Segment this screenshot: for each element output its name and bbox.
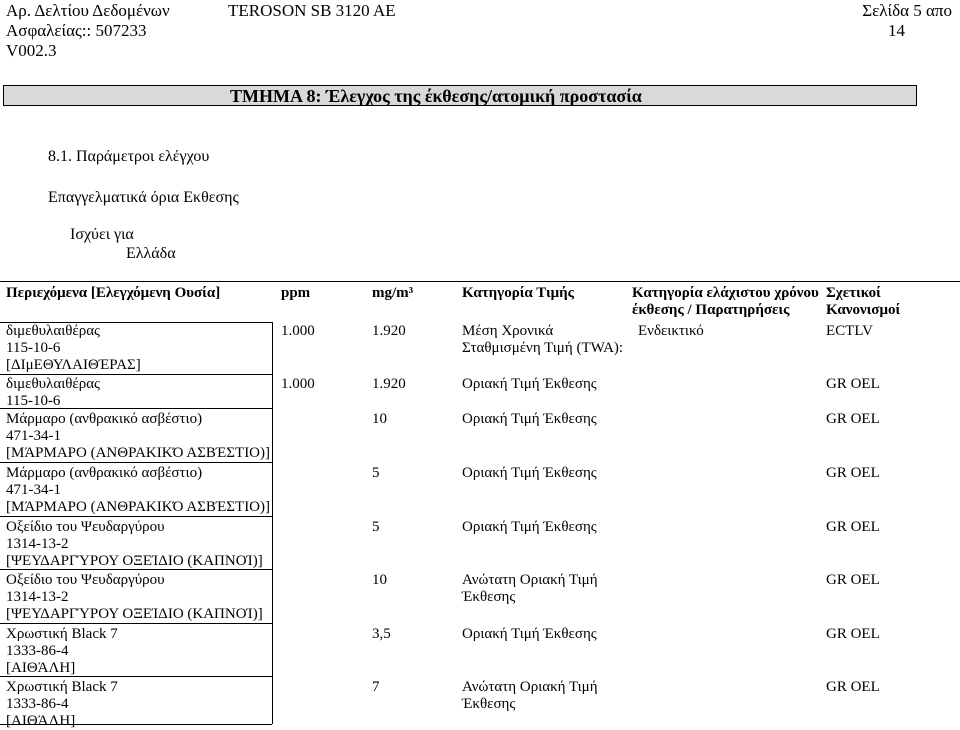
header-short-term-2: έκθεσης / Παρατηρήσεις [632,302,790,318]
regulation: ECTLV [826,323,873,339]
regulation: GR OEL [826,679,880,695]
substance-name: Οξείδιο του Ψευδαργύρου [6,572,165,588]
substance-name: διμεθυλαιθέρας [6,376,100,392]
mgm3-value: 5 [372,519,380,535]
regulation: GR OEL [826,465,880,481]
substance-name: διμεθυλαιθέρας [6,323,100,339]
value-category: Οριακή Τιμή Έκθεσης [462,519,597,535]
row-divider [0,516,272,517]
header-regulation-1: Σχετικοί [826,285,881,301]
sds-number-value: Ασφαλείας:: 507233 [6,21,147,40]
mgm3-value: 7 [372,679,380,695]
mgm3-value: 5 [372,465,380,481]
mgm3-value: 10 [372,411,387,427]
substance-name: Οξείδιο του Ψευδαργύρου [6,519,165,535]
page-total: 14 [888,21,905,40]
section-title: ΤΜΗΜΑ 8: Έλεγχος της έκθεσης/ατομική προστασία [3,85,917,106]
column-divider [272,322,273,724]
substance-name: Χρωστική Black 7 [6,679,118,695]
substance-alias: [ΑΙΘΆΛΗ] [6,713,76,729]
regulation: GR OEL [826,411,880,427]
substance-name: Χρωστική Black 7 [6,626,118,642]
header-category: Κατηγορία Τιμής [462,285,574,301]
value-category: Ανώτατη Οριακή Τιμή [462,572,598,588]
header-ppm: ppm [281,285,311,301]
limits-title: Επαγγελματικά όρια Εκθεσης [48,189,239,206]
row-divider [0,462,272,463]
value-category: Οριακή Τιμή Έκθεσης [462,626,597,642]
substance-alias: [ΑΙΘΆΛΗ] [6,660,76,676]
mgm3-value: 10 [372,572,387,588]
regulation: GR OEL [826,376,880,392]
cas-number: 1333-86-4 [6,643,69,659]
mgm3-value: 3,5 [372,626,391,642]
cas-number: 1333-86-4 [6,696,69,712]
cas-number: 471-34-1 [6,428,61,444]
valid-for-label: Ισχύει για [70,226,134,243]
substance-alias: [ΨΕΥΔΑΡΓΎΡΟΥ ΟΞΕΊΔΙΟ (ΚΑΠΝΟΊ)] [6,553,263,569]
substance-name: Μάρμαρο (ανθρακικό ασβέστιο) [6,411,203,427]
value-category: Μέση Χρονικά [462,323,554,339]
header-mgm3: mg/m³ [372,285,414,301]
header-short-term-1: Κατηγορία ελάχιστου χρόνου [632,285,819,301]
ppm-value: 1.000 [281,323,315,339]
value-category-cont: Σταθμισμένη Τιμή (TWA): [462,340,624,356]
row-divider [0,623,272,624]
regulation: GR OEL [826,519,880,535]
value-category: Οριακή Τιμή Έκθεσης [462,465,597,481]
mgm3-value: 1.920 [372,376,406,392]
cas-number: 115-10-6 [6,340,61,356]
value-category: Οριακή Τιμή Έκθεσης [462,411,597,427]
header-substance: Περιεχόμενα [Ελεγχόμενη Ουσία] [6,285,221,301]
ppm-value: 1.000 [281,376,315,392]
cas-number: 1314-13-2 [6,589,69,605]
table-top-rule [0,281,960,282]
version: V002.3 [6,41,57,60]
substance-alias: [ΔΙμΕΘΥΛΑΙΘΈΡΑΣ] [6,357,141,373]
mgm3-value: 1.920 [372,323,406,339]
page-header [6,0,952,64]
product-name: TEROSON SB 3120 AE [228,1,396,20]
substance-alias: [ΜΆΡΜΑΡΟ (ΑΝΘΡΑΚΙΚΌ ΑΣΒΈΣΤΙΟ)] [6,445,271,461]
substance-name: Μάρμαρο (ανθρακικό ασβέστιο) [6,465,203,481]
regulation: GR OEL [826,626,880,642]
subsection-title: 8.1. Παράμετροι ελέγχου [48,148,210,165]
regulation: GR OEL [826,572,880,588]
value-category: Ανώτατη Οριακή Τιμή [462,679,598,695]
short-term-remark: Ενδεικτικό [638,323,704,339]
header-regulation-2: Κανονισμοί [826,302,901,318]
substance-alias: [ΜΆΡΜΑΡΟ (ΑΝΘΡΑΚΙΚΌ ΑΣΒΈΣΤΙΟ)] [6,499,271,515]
page-number: Σελίδα 5 απο [862,1,952,20]
cas-number: 115-10-6 [6,393,61,409]
value-category: Οριακή Τιμή Έκθεσης [462,376,597,392]
value-category-cont: Έκθεσης [462,696,516,712]
sds-number-label: Αρ. Δελτίου Δεδομένων [6,1,170,20]
substance-alias: [ΨΕΥΔΑΡΓΎΡΟΥ ΟΞΕΊΔΙΟ (ΚΑΠΝΟΊ)] [6,606,263,622]
cas-number: 471-34-1 [6,482,61,498]
row-divider [0,374,272,375]
country: Ελλάδα [126,245,176,262]
cas-number: 1314-13-2 [6,536,69,552]
value-category-cont: Έκθεσης [462,589,516,605]
